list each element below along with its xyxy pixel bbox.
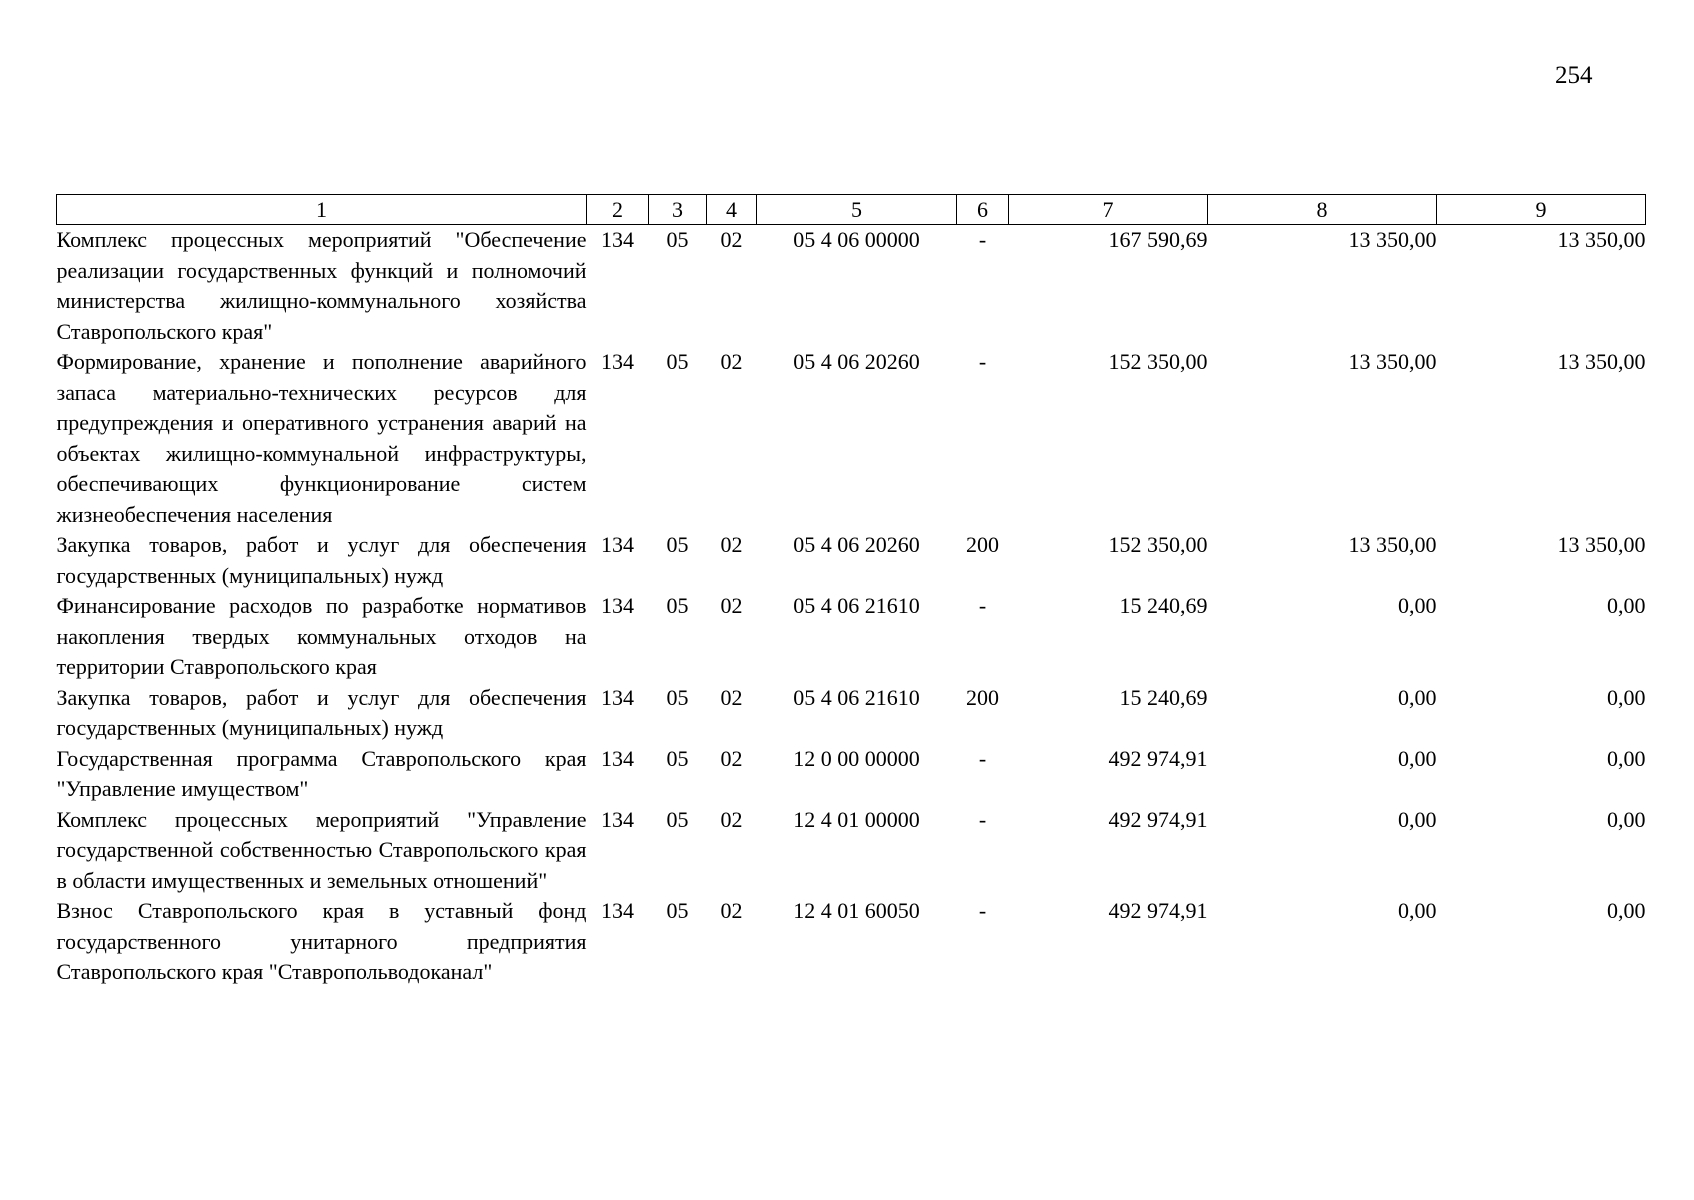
column-number-header <box>57 195 1646 225</box>
budget-table <box>56 194 1646 988</box>
header-cell: 1 <box>57 195 587 225</box>
row-name: Взнос Ставропольского края в уставный фонд государственного унитарного предприятия Ставропольского края "Ставропольводоканал" <box>56 898 587 984</box>
section-code: 05 <box>666 745 689 771</box>
row-name: Государственная программа Ставропольского края "Управление имуществом" <box>56 745 587 801</box>
amount-col-7: 167 590,69 <box>1108 227 1208 252</box>
target-article-code: 05 4 06 21610 <box>793 684 920 710</box>
table-row <box>57 896 1646 988</box>
section-code: 05 <box>666 806 689 832</box>
expense-type-code: 200 <box>966 532 999 557</box>
header-cell: 4 <box>707 195 757 225</box>
amount-col-7: 492 974,91 <box>1108 745 1208 771</box>
amount-col-7: 492 974,91 <box>1108 898 1208 923</box>
ministry-code: 134 <box>601 593 634 618</box>
subsection-code: 02 <box>720 806 743 832</box>
subsection-code: 02 <box>720 349 743 374</box>
section-code: 05 <box>666 593 689 618</box>
header-cell: 2 <box>587 195 649 225</box>
ministry-code: 134 <box>601 684 634 710</box>
expense-type-code: - <box>978 227 987 252</box>
table-row <box>57 530 1646 591</box>
amount-col-9: 0,00 <box>1607 593 1646 618</box>
amount-col-8: 13 350,00 <box>1348 349 1437 374</box>
amount-col-7: 15 240,69 <box>1119 593 1208 618</box>
table-row <box>57 683 1646 744</box>
page-number: 254 <box>1555 62 1593 89</box>
target-article-code: 05 4 06 20260 <box>793 349 920 374</box>
row-name: Финансирование расходов по разработке нормативов накопления твердых коммунальных отходов на территории Ставропольского края <box>56 593 587 679</box>
row-name: Закупка товаров, работ и услуг для обеспечения государственных (муниципальных) нужд <box>56 684 587 740</box>
target-article-code: 05 4 06 21610 <box>793 593 920 618</box>
expense-type-code: - <box>978 593 987 618</box>
table-row <box>57 347 1646 530</box>
target-article-code: 12 4 01 60050 <box>793 898 920 923</box>
subsection-code: 02 <box>720 898 743 923</box>
amount-col-9: 0,00 <box>1607 684 1646 710</box>
ministry-code: 134 <box>601 227 634 252</box>
ministry-code: 134 <box>601 806 634 832</box>
ministry-code: 134 <box>601 898 634 923</box>
amount-col-9: 0,00 <box>1607 806 1646 832</box>
amount-col-9: 0,00 <box>1607 745 1646 771</box>
amount-col-9: 13 350,00 <box>1557 349 1646 374</box>
amount-col-7: 152 350,00 <box>1108 532 1208 557</box>
amount-col-8: 13 350,00 <box>1348 227 1437 252</box>
ministry-code: 134 <box>601 745 634 771</box>
amount-col-7: 152 350,00 <box>1108 349 1208 374</box>
amount-col-8: 0,00 <box>1398 898 1437 923</box>
ministry-code: 134 <box>601 532 634 557</box>
table-row <box>57 744 1646 805</box>
table-row <box>57 225 1646 348</box>
amount-col-8: 0,00 <box>1398 806 1437 832</box>
amount-col-7: 15 240,69 <box>1119 684 1208 710</box>
expense-type-code: - <box>978 806 987 832</box>
row-name: Комплекс процессных мероприятий "Управление государственной собственностью Ставропольского края в области имущественных и земельных отношений" <box>56 806 587 893</box>
target-article-code: 12 0 00 00000 <box>793 745 920 771</box>
row-name: Закупка товаров, работ и услуг для обеспечения государственных (муниципальных) нужд <box>56 532 587 588</box>
expense-type-code: - <box>978 898 987 923</box>
subsection-code: 02 <box>720 532 743 557</box>
header-cell: 6 <box>957 195 1009 225</box>
amount-col-9: 0,00 <box>1607 898 1646 923</box>
section-code: 05 <box>666 898 689 923</box>
subsection-code: 02 <box>720 593 743 618</box>
table-row <box>57 591 1646 683</box>
ministry-code: 134 <box>601 349 634 374</box>
amount-col-8: 0,00 <box>1398 593 1437 618</box>
subsection-code: 02 <box>720 745 743 771</box>
subsection-code: 02 <box>720 684 743 710</box>
section-code: 05 <box>666 532 689 557</box>
expense-type-code: 200 <box>966 684 999 710</box>
header-cell: 3 <box>649 195 707 225</box>
amount-col-8: 0,00 <box>1398 745 1437 771</box>
subsection-code: 02 <box>720 227 743 252</box>
header-cell: 5 <box>757 195 957 225</box>
header-cell: 9 <box>1437 195 1646 225</box>
section-code: 05 <box>666 349 689 374</box>
section-code: 05 <box>666 684 689 710</box>
target-article-code: 05 4 06 20260 <box>793 532 920 557</box>
amount-col-7: 492 974,91 <box>1108 806 1208 832</box>
section-code: 05 <box>666 227 689 252</box>
header-cell: 8 <box>1208 195 1437 225</box>
header-cell: 7 <box>1009 195 1208 225</box>
amount-col-8: 0,00 <box>1398 684 1437 710</box>
target-article-code: 12 4 01 00000 <box>793 806 920 832</box>
amount-col-9: 13 350,00 <box>1557 532 1646 557</box>
table-row <box>57 805 1646 897</box>
amount-col-9: 13 350,00 <box>1557 227 1646 252</box>
expense-type-code: - <box>978 745 987 771</box>
amount-col-8: 13 350,00 <box>1348 532 1437 557</box>
expense-type-code: - <box>978 349 987 374</box>
row-name: Формирование, хранение и пополнение аварийного запаса материально-технических ресурсов для предупреждения и оперативного устранения аварий на объектах жилищно-коммунальной инфраструктуры, обеспечивающих функционирование систем жизнеобеспечения населения <box>56 349 587 527</box>
row-name: Комплекс процессных мероприятий "Обеспечение реализации государственных функций и полномочий министерства жилищно-коммунального хозяйства Ставропольского края" <box>56 227 587 344</box>
target-article-code: 05 4 06 00000 <box>793 227 920 252</box>
